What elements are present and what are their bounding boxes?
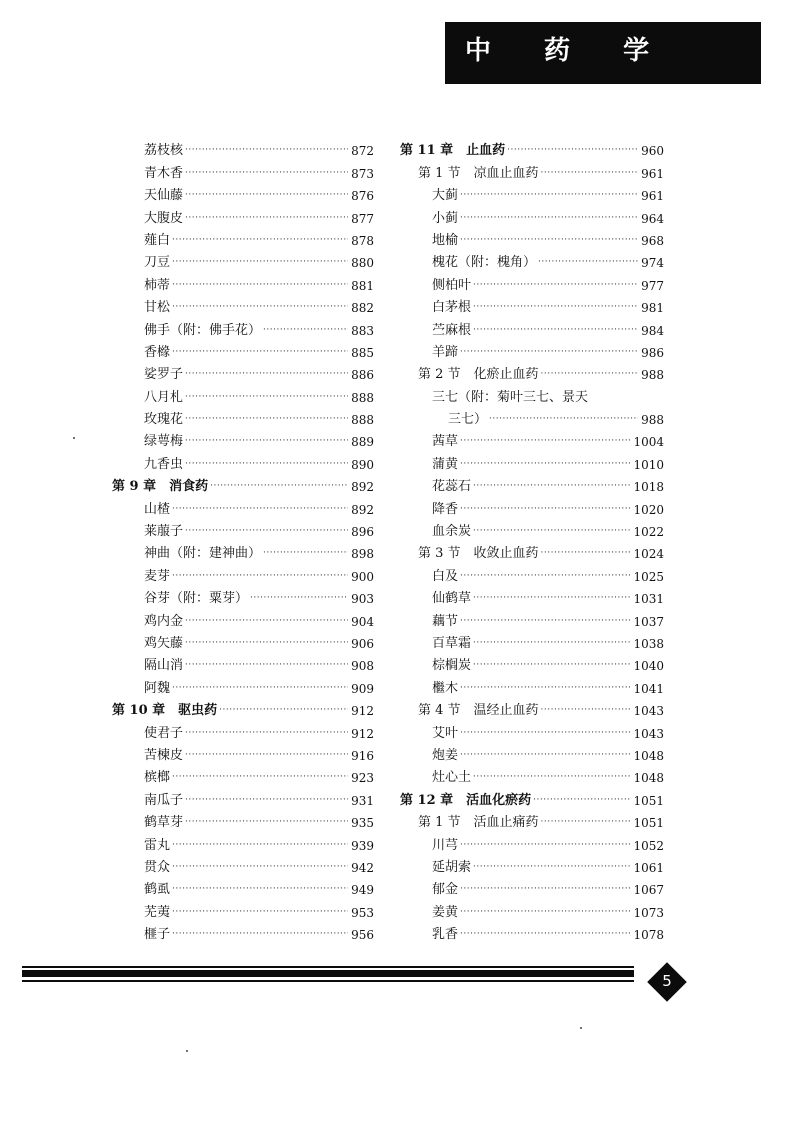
toc-entry-label: 使君子 (144, 725, 184, 741)
toc-entry (112, 651, 374, 673)
toc-entry-page: 984 (641, 323, 664, 338)
toc-entry (400, 606, 664, 628)
dot-leader (185, 145, 348, 155)
toc-entry-page: 872 (351, 144, 374, 159)
toc-entry (400, 785, 664, 807)
toc-entry (400, 539, 664, 561)
toc-entry-page: 923 (351, 771, 374, 786)
toc-entry-page: 1020 (633, 502, 664, 517)
toc-entry (400, 763, 664, 785)
toc-entry-page: 981 (641, 301, 664, 316)
toc-entry-page: 1025 (633, 569, 664, 584)
toc-entry (112, 270, 374, 292)
toc-right-column (400, 136, 664, 942)
toc-entry (400, 293, 664, 315)
toc-entry-label: 娑罗子 (144, 367, 184, 383)
toc-entry (112, 606, 374, 628)
toc-entry-label: 神曲（附：建神曲） (144, 546, 262, 562)
dot-leader (185, 526, 348, 536)
toc-entry-page: 904 (351, 614, 374, 629)
dot-leader (460, 616, 630, 626)
toc-entry (400, 270, 664, 292)
toc-entry (112, 561, 374, 583)
toc-entry-label: 阿魏 (144, 680, 171, 696)
toc-entry-label: 檵木 (432, 680, 459, 696)
dot-leader (538, 257, 638, 267)
toc-entry-label: 大腹皮 (144, 210, 184, 226)
toc-entry (112, 158, 374, 180)
toc-entry-label: 第 3 节 收敛止血药 (418, 546, 539, 562)
toc-entry-label: 蒲黄 (432, 456, 459, 472)
dot-leader (533, 795, 630, 805)
toc-entry-label: 榧子 (144, 927, 171, 943)
toc-entry-label: 雷丸 (144, 837, 171, 853)
toc-entry (400, 360, 664, 382)
toc-entry-label: 三七） (448, 412, 488, 428)
toc-entry-page: 890 (351, 457, 374, 472)
toc-entry (400, 472, 664, 494)
toc-entry-page: 935 (351, 816, 374, 831)
toc-entry-page: 906 (351, 636, 374, 651)
dot-leader (473, 280, 638, 290)
dot-leader (541, 168, 639, 178)
dot-leader (185, 213, 348, 223)
toc-entry (400, 696, 664, 718)
toc-entry-page: 968 (641, 233, 664, 248)
page-number: 5 (662, 972, 672, 990)
dot-leader (263, 325, 348, 335)
toc-entry (112, 920, 374, 942)
dot-leader (172, 884, 348, 894)
toc-entry-label: 苎麻根 (432, 322, 472, 338)
dot-leader (172, 571, 348, 581)
toc-entry-page: 942 (351, 860, 374, 875)
toc-entry-page: 1041 (633, 681, 664, 696)
toc-entry-label: 第 4 节 温经止血药 (418, 703, 539, 719)
toc-entry-label: 乳香 (432, 927, 459, 943)
dot-leader (460, 190, 638, 200)
toc-entry-page: 1051 (633, 816, 664, 831)
toc-entry-label: 芜荑 (144, 904, 171, 920)
toc-entry (112, 226, 374, 248)
toc-entry (400, 830, 664, 852)
toc-entry-page: 1067 (633, 883, 664, 898)
toc-entry (400, 181, 664, 203)
toc-entry-label: 川芎 (432, 837, 459, 853)
toc-entry-label: 香橼 (144, 344, 171, 360)
toc-entry-page: 974 (641, 256, 664, 271)
toc-entry-page: 909 (351, 681, 374, 696)
dot-leader (541, 369, 639, 379)
toc-entry-label: 鹤草芽 (144, 815, 184, 831)
toc-entry-page: 889 (351, 435, 374, 450)
toc-entry (112, 181, 374, 203)
dot-leader (460, 750, 630, 760)
toc-entry (400, 427, 664, 449)
toc-entry-label: 百草霜 (432, 635, 472, 651)
dot-leader (460, 728, 630, 738)
toc-entry (112, 584, 374, 606)
toc-entry-page: 903 (351, 592, 374, 607)
toc-entry (112, 830, 374, 852)
toc-entry-page: 885 (351, 345, 374, 360)
toc-entry-label: 炮姜 (432, 747, 459, 763)
dot-leader (172, 347, 348, 357)
toc-entry-page: 1037 (633, 614, 664, 629)
toc-entry-page: 960 (641, 144, 664, 159)
toc-entry (112, 494, 374, 516)
toc-entry-label: 白及 (432, 568, 459, 584)
toc-entry (112, 808, 374, 830)
toc-entry (400, 158, 664, 180)
dot-leader (185, 638, 348, 648)
toc-entry-label: 隔山消 (144, 658, 184, 674)
toc-entry-label: 谷芽（附：粟芽） (144, 591, 249, 607)
toc-entry-label: 艾叶 (432, 725, 459, 741)
dot-leader (185, 728, 348, 738)
toc-entry (400, 875, 664, 897)
dot-leader (172, 772, 348, 782)
scan-speck (73, 437, 75, 439)
toc-entry-page: 1048 (633, 771, 664, 786)
toc-entry-page: 883 (351, 323, 374, 338)
toc-entry-page: 912 (351, 726, 374, 741)
toc-entry-label: 姜黄 (432, 904, 459, 920)
toc-entry-label: 第 12 章 活血化瘀药 (400, 792, 532, 808)
toc-entry-page: 988 (641, 368, 664, 383)
toc-entry (112, 293, 374, 315)
toc-entry-label: 侧柏叶 (432, 277, 472, 293)
dot-leader (541, 548, 631, 558)
dot-leader (460, 347, 638, 357)
toc-entry-page: 1043 (633, 704, 664, 719)
dot-leader (473, 526, 630, 536)
toc-entry (112, 315, 374, 337)
toc-entry-page: 898 (351, 547, 374, 562)
dot-leader (473, 302, 638, 312)
toc-entry-page: 1031 (633, 592, 664, 607)
toc-entry (112, 136, 374, 158)
toc-entry-label: 贯众 (144, 859, 171, 875)
toc-entry-label: 郁金 (432, 882, 459, 898)
dot-leader (185, 392, 348, 402)
toc-entry (112, 203, 374, 225)
toc-entry-label: 地榆 (432, 232, 459, 248)
toc-entry-page: 1061 (633, 860, 664, 875)
dot-leader (460, 459, 630, 469)
dot-leader (460, 213, 638, 223)
toc-entry (112, 472, 374, 494)
dot-leader (172, 929, 348, 939)
toc-entry-label: 鸡矢藤 (144, 635, 184, 651)
page-number-badge (647, 962, 687, 1002)
dot-leader (250, 593, 348, 603)
toc-entry (400, 315, 664, 337)
toc-entry-page: 1004 (633, 435, 664, 450)
book-title: 中 药 学 (465, 36, 672, 66)
dot-leader (185, 616, 348, 626)
toc-entry (400, 248, 664, 270)
toc-entry-page: 1073 (633, 905, 664, 920)
toc-entry (400, 226, 664, 248)
toc-entry (112, 718, 374, 740)
toc-entry (400, 338, 664, 360)
toc-entry-label: 九香虫 (144, 456, 184, 472)
dot-leader (185, 660, 348, 670)
toc-entry-label: 莱菔子 (144, 524, 184, 540)
toc-entry-page: 876 (351, 189, 374, 204)
toc-entry-label: 羊蹄 (432, 344, 459, 360)
dot-leader (185, 750, 348, 760)
dot-leader (185, 459, 348, 469)
dot-leader (473, 772, 630, 782)
dot-leader (210, 481, 348, 491)
toc-entry-page: 888 (351, 413, 374, 428)
dot-leader (219, 705, 348, 715)
toc-entry (112, 629, 374, 651)
toc-entry (112, 785, 374, 807)
toc-entry-page: 977 (641, 278, 664, 293)
dot-leader (460, 235, 638, 245)
toc-entry-page: 1038 (633, 636, 664, 651)
toc-entry (400, 897, 664, 919)
dot-leader (473, 862, 630, 872)
toc-entry-label: 第 2 节 化瘀止血药 (418, 367, 539, 383)
toc-entry (400, 673, 664, 695)
toc-entry-page: 931 (351, 793, 374, 808)
toc-entry-page: 1052 (633, 838, 664, 853)
toc-entry (112, 673, 374, 695)
toc-entry (400, 808, 664, 830)
toc-entry (400, 584, 664, 606)
toc-entry-page: 1078 (633, 928, 664, 943)
toc-entry (112, 427, 374, 449)
toc-entry-label: 第 11 章 止血药 (400, 143, 506, 159)
dot-leader (541, 817, 631, 827)
dot-leader (263, 548, 348, 558)
toc-entry-page: 986 (641, 345, 664, 360)
toc-entry-label: 鹤虱 (144, 882, 171, 898)
dot-leader (460, 907, 630, 917)
dot-leader (460, 683, 630, 693)
dot-leader (473, 481, 630, 491)
toc-entry (400, 853, 664, 875)
toc-entry (112, 696, 374, 718)
dot-leader (460, 929, 630, 939)
toc-entry (400, 405, 664, 427)
toc-entry (112, 248, 374, 270)
dot-leader (172, 257, 348, 267)
toc-entry-label: 降香 (432, 501, 459, 517)
toc-entry-page: 877 (351, 211, 374, 226)
toc-left-column (112, 136, 374, 942)
toc-entry (400, 920, 664, 942)
toc-entry (400, 136, 664, 158)
dot-leader (185, 817, 348, 827)
toc-entry-page: 882 (351, 301, 374, 316)
toc-entry-label: 槟榔 (144, 770, 171, 786)
toc-entry-label: 鸡内金 (144, 613, 184, 629)
toc-entry-label: 第 1 节 活血止痛药 (418, 815, 539, 831)
toc-entry (112, 875, 374, 897)
toc-entry-page: 900 (351, 569, 374, 584)
toc-entry-label: 麦芽 (144, 568, 171, 584)
toc-entry (112, 360, 374, 382)
toc-entry-page: 1051 (633, 793, 664, 808)
toc-entry-label: 花蕊石 (432, 479, 472, 495)
toc-entry (112, 449, 374, 471)
toc-entry-label: 第 10 章 驱虫药 (112, 703, 218, 719)
toc-entry-label: 荔枝核 (144, 143, 184, 159)
toc-entry-label: 柿蒂 (144, 277, 171, 293)
dot-leader (185, 369, 348, 379)
toc-entry-label: 青木香 (144, 165, 184, 181)
toc-entry (112, 897, 374, 919)
toc-entry (112, 405, 374, 427)
toc-entry (400, 561, 664, 583)
dot-leader (460, 840, 630, 850)
dot-leader (507, 145, 638, 155)
toc-entry-page: 1048 (633, 748, 664, 763)
toc-entry-label: 棕榈炭 (432, 658, 472, 674)
toc-entry (400, 651, 664, 673)
toc-entry-page: 892 (351, 502, 374, 517)
toc-entry-label: 山楂 (144, 501, 171, 517)
toc-entry-label: 大蓟 (432, 188, 459, 204)
toc-entry-label: 八月札 (144, 389, 184, 405)
toc-entry-label: 茜草 (432, 434, 459, 450)
footer-rule-thick (22, 970, 634, 977)
toc-entry-page: 912 (351, 704, 374, 719)
dot-leader (172, 504, 348, 514)
dot-leader (541, 705, 631, 715)
toc-entry-label: 血余炭 (432, 524, 472, 540)
dot-leader (473, 593, 630, 603)
dot-leader (172, 907, 348, 917)
toc-entry-page: 939 (351, 838, 374, 853)
toc-entry-label: 苦楝皮 (144, 747, 184, 763)
toc-entry (112, 539, 374, 561)
toc-entry-label: 甘松 (144, 300, 171, 316)
toc-entry-page: 961 (641, 166, 664, 181)
toc-entry-page: 888 (351, 390, 374, 405)
dot-leader (473, 638, 630, 648)
dot-leader (473, 325, 638, 335)
toc-entry-label: 第 9 章 消食药 (112, 479, 209, 495)
toc-entry-page: 956 (351, 928, 374, 943)
dot-leader (489, 414, 638, 424)
toc-entry (400, 741, 664, 763)
dot-leader (460, 436, 630, 446)
toc-entry (400, 449, 664, 471)
dot-leader (172, 862, 348, 872)
dot-leader (172, 235, 348, 245)
toc-entry-page: 1024 (633, 547, 664, 562)
toc-entry-page: 916 (351, 748, 374, 763)
dot-leader (473, 660, 630, 670)
toc-entry-page: 949 (351, 883, 374, 898)
toc-entry (400, 517, 664, 539)
dot-leader (185, 168, 348, 178)
toc-entry-page: 896 (351, 525, 374, 540)
toc-entry-page: 961 (641, 189, 664, 204)
toc-entry-label: 三七（附：菊叶三七、景天 (432, 389, 589, 405)
dot-leader (460, 504, 630, 514)
toc-entry (400, 494, 664, 516)
toc-entry-page: 886 (351, 368, 374, 383)
toc-entry-page: 988 (641, 413, 664, 428)
footer-rule-top (22, 966, 634, 968)
toc-entry (400, 629, 664, 651)
toc-entry-label: 白茅根 (432, 300, 472, 316)
toc-entry-page: 881 (351, 278, 374, 293)
toc-entry-label: 绿萼梅 (144, 434, 184, 450)
dot-leader (172, 302, 348, 312)
toc-entry-page: 1043 (633, 726, 664, 741)
footer-rule-bottom (22, 980, 634, 982)
toc-entry-label: 延胡索 (432, 859, 472, 875)
dot-leader (172, 683, 348, 693)
toc-entry-page: 892 (351, 480, 374, 495)
toc-entry-label: 玫瑰花 (144, 412, 184, 428)
toc-entry-label: 天仙藤 (144, 188, 184, 204)
toc-entry (112, 763, 374, 785)
toc-entry (400, 203, 664, 225)
scan-speck (186, 1050, 188, 1052)
dot-leader (185, 414, 348, 424)
toc-entry-label: 藕节 (432, 613, 459, 629)
toc-entry-page: 1040 (633, 659, 664, 674)
toc-entry (112, 382, 374, 404)
toc-entry (112, 853, 374, 875)
toc-entry-page: 964 (641, 211, 664, 226)
toc-entry-page: 878 (351, 233, 374, 248)
toc-entry-page: 1022 (633, 525, 664, 540)
toc-entry-page: 873 (351, 166, 374, 181)
toc-entry-label: 灶心土 (432, 770, 472, 786)
toc-entry-page: 880 (351, 256, 374, 271)
toc-entry (112, 741, 374, 763)
dot-leader (460, 571, 630, 581)
dot-leader (185, 795, 348, 805)
toc-entry-label: 薤白 (144, 232, 171, 248)
toc-entry-label: 南瓜子 (144, 792, 184, 808)
dot-leader (185, 436, 348, 446)
dot-leader (460, 884, 630, 894)
toc-entry-label: 小蓟 (432, 210, 459, 226)
toc-entry-label: 仙鹤草 (432, 591, 472, 607)
toc-entry-label: 第 1 节 凉血止血药 (418, 165, 539, 181)
toc-entry-page: 953 (351, 905, 374, 920)
toc-entry-page: 1010 (633, 457, 664, 472)
toc-entry-label: 刀豆 (144, 255, 171, 271)
toc-entry (400, 718, 664, 740)
toc-entry (112, 517, 374, 539)
toc-entry-page: 908 (351, 659, 374, 674)
dot-leader (185, 190, 348, 200)
toc-entry-label: 佛手（附：佛手花） (144, 322, 262, 338)
scan-speck (580, 1027, 582, 1029)
dot-leader (172, 280, 348, 290)
toc-entry-label: 槐花（附：槐角） (432, 255, 537, 271)
toc-entry-page: 1018 (633, 480, 664, 495)
toc-entry (112, 338, 374, 360)
dot-leader (172, 840, 348, 850)
toc-entry (400, 382, 664, 404)
